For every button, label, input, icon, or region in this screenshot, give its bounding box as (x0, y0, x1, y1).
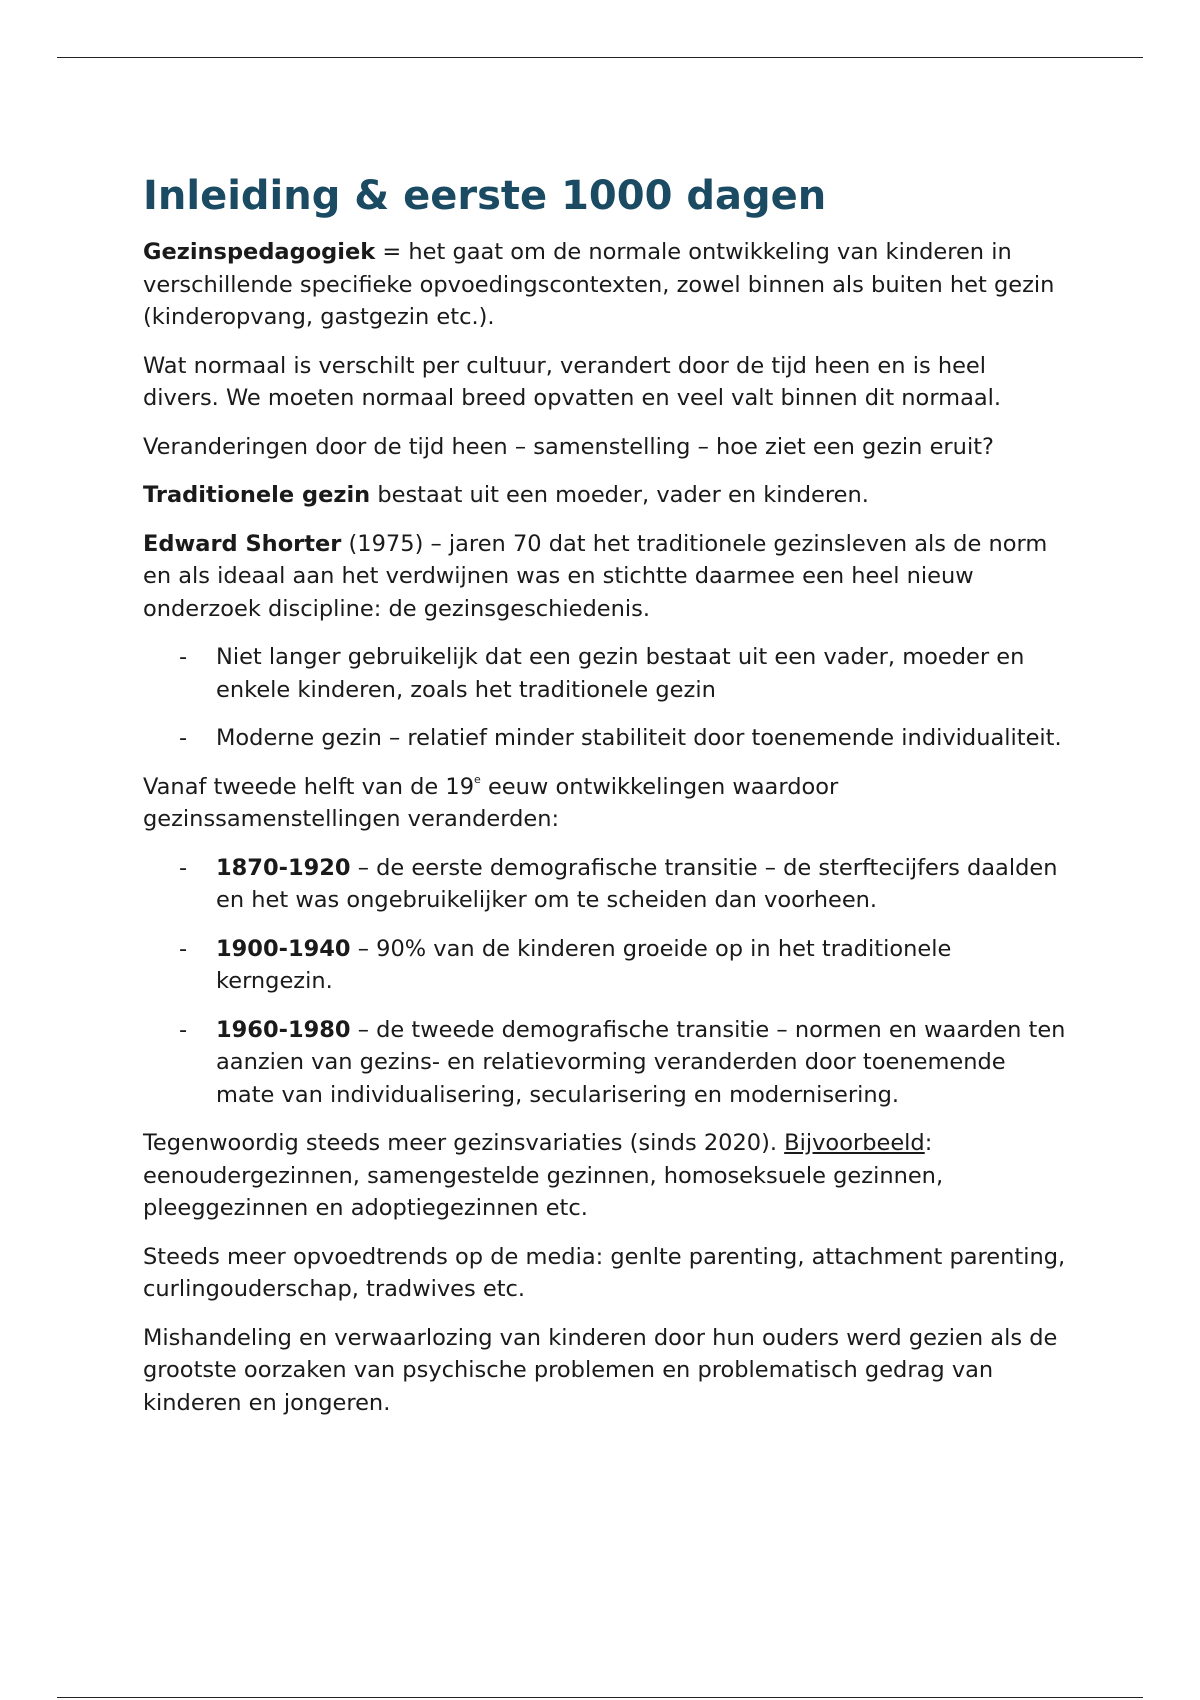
page-title: Inleiding & eerste 1000 dagen (143, 173, 827, 219)
paragraph-gezinsvariaties: Tegenwoordig steeds meer gezinsvariaties (sinds 2020). Bijvoorbeeld: eenoudergezinnen, samengestelde gezinnen, homoseksuele gezinnen, pleeggezinnen en adoptiegezinnen etc. (143, 1130, 944, 1221)
paragraph-traditionele-gezin: Traditionele gezin bestaat uit een moeder, vader en kinderen. (143, 482, 869, 508)
term-gezinspedagogiek: Gezinspedagogiek (143, 239, 376, 265)
paragraph-definition: Gezinspedagogiek = het gaat om de normale ontwikkeling van kinderen in verschillende specifieke opvoedingscontexten, zowel binnen als buiten het gezin (kinderopvang, gastgezin etc.). (143, 239, 1055, 330)
paragraph-shorter: Edward Shorter (1975) – jaren 70 dat het traditionele gezinsleven als de norm en als ideaal aan het verdwijnen was en stichtte daarmee een heel nieuw onderzoek discipline: de gezinsgeschiedenis. (143, 530, 1048, 622)
dash-bullet: - (179, 854, 188, 881)
paragraph-opvoedtrends: Steeds meer opvoedtrends op de media: genlte parenting, attachment parenting, curlingouderschap, tradwives etc. (143, 1243, 1066, 1302)
document-body (143, 172, 1068, 1435)
header-rule (57, 57, 1143, 58)
list-item: - 1960-1980 – de tweede demografische transitie – normen en waarden ten aanzien van gezins- en relatievorming veranderden door toenemende mate van individualisering, secularisering en modernisering. (143, 1014, 1068, 1112)
underlined-bijvoorbeeld: Bijvoorbeeld (784, 1130, 925, 1156)
footer-rule (57, 1697, 1143, 1698)
list-periods (143, 852, 1068, 1112)
dash-bullet: - (179, 644, 188, 670)
paragraph-19e-eeuw: Vanaf tweede helft van de 19e eeuw ontwikkelingen waardoor gezinssamenstellingen veranderden: (143, 772, 839, 832)
paragraph-mishandeling: Mishandeling en verwaarlozing van kinderen door hun ouders werd gezien als de grootste oorzaken van psychische problemen en problematisch gedrag van kinderen en jongeren. (143, 1324, 1058, 1416)
list-item: - 1900-1940 – 90% van de kinderen groeide op in het traditionele kerngezin. (143, 933, 1068, 998)
dash-bullet: - (179, 725, 188, 751)
term-traditionele-gezin: Traditionele gezin (143, 482, 371, 508)
paragraph-veranderingen: Veranderingen door de tijd heen – samenstelling – hoe ziet een gezin eruit? (143, 433, 994, 460)
term-edward-shorter: Edward Shorter (143, 530, 342, 557)
dash-bullet: - (179, 1016, 188, 1043)
list-item: - Moderne gezin – relatief minder stabiliteit door toenemende individualiteit. (143, 722, 1068, 755)
list-item: - 1870-1920 – de eerste demografische transitie – de sterftecijfers daalden en het was ongebruikelijker om te scheiden dan voorheen. (143, 852, 1068, 917)
dash-bullet: - (179, 935, 188, 962)
list-item: - Niet langer gebruikelijk dat een gezin bestaat uit een vader, moeder en enkele kinderen, zoals het traditionele gezin (143, 641, 1068, 706)
list-shorter (143, 641, 1068, 755)
paragraph-normaal: Wat normaal is verschilt per cultuur, verandert door de tijd heen en is heel divers. We moeten normaal breed opvatten en veel valt binnen dit normaal. (143, 352, 1002, 411)
